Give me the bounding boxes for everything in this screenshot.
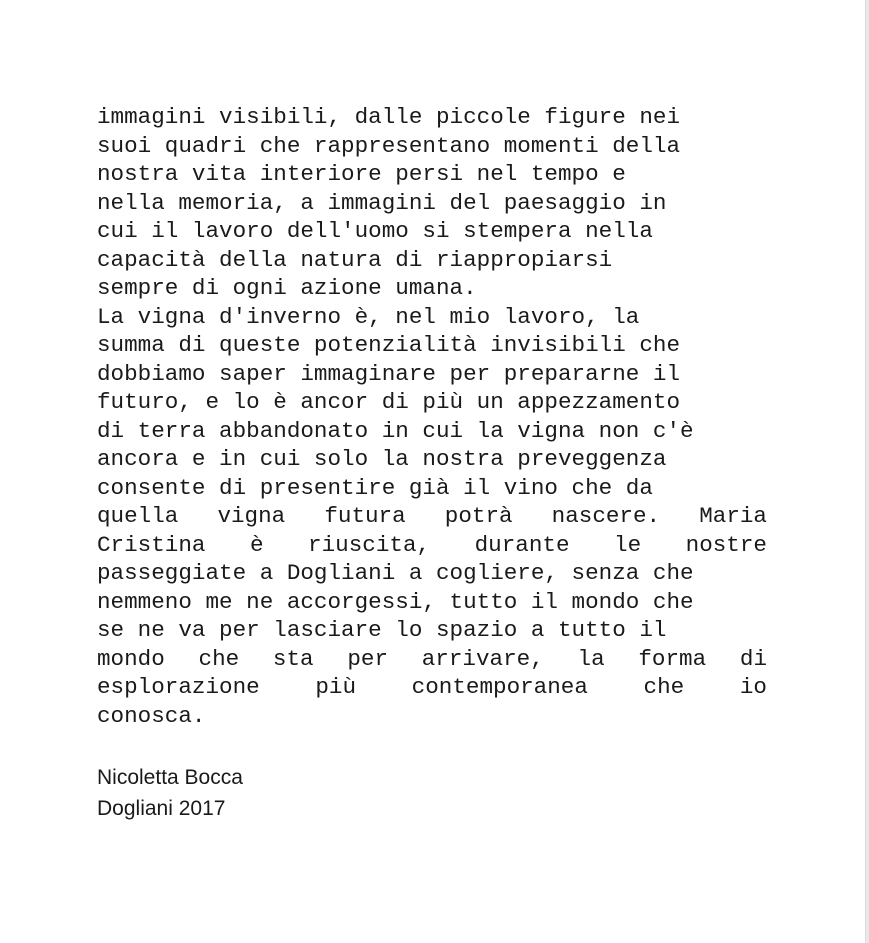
text-line: immagini visibili, dalle piccole figure nei — [97, 104, 681, 130]
text-line: sempre di ogni azione umana. — [97, 275, 477, 301]
text-line: consente di presentire già il vino che da — [97, 474, 653, 501]
text-line: mondo che sta per arrivare, la forma di — [97, 645, 767, 672]
author-name: Nicoletta Bocca — [97, 766, 243, 789]
text-line: passeggiate a Dogliani a cogliere, senza che — [97, 560, 694, 586]
page-edge — [865, 0, 869, 943]
text-line: suoi quadri che rappresentano momenti della — [97, 132, 681, 159]
text-line: Cristina è riuscita, durante le nostre — [97, 531, 767, 558]
place-date: Dogliani 2017 — [97, 797, 226, 820]
text-line: di terra abbandonato in cui la vigna non c'è — [97, 417, 694, 444]
text-line: ancora e in cui solo la nostra preveggenza — [97, 446, 667, 472]
text-line: capacità della natura di riappropiarsi — [97, 246, 613, 273]
text-line: summa di queste potenzialità invisibili che — [97, 332, 681, 358]
text-line: nella memoria, a immagini del paesaggio in — [97, 189, 667, 216]
body-text — [97, 103, 767, 730]
text-line: quella vigna futura potrà nascere. Maria — [97, 503, 767, 529]
text-line: nemmeno me ne accorgessi, tutto il mondo che — [97, 588, 694, 615]
text-line: cui il lavoro dell'uomo si stempera nella — [97, 218, 653, 244]
text-line: esplorazione più contemporanea che io — [97, 674, 767, 700]
signature-block — [97, 762, 243, 824]
text-line: La vigna d'inverno è, nel mio lavoro, la — [97, 303, 640, 330]
text-line: conosca. — [97, 702, 206, 729]
text-line: nostra vita interiore persi nel tempo e — [97, 161, 626, 187]
text-line: dobbiamo saper immaginare per prepararne il — [97, 360, 681, 387]
text-line: futuro, e lo è ancor di più un appezzamento — [97, 389, 681, 415]
text-line: se ne va per lasciare lo spazio a tutto il — [97, 617, 667, 643]
